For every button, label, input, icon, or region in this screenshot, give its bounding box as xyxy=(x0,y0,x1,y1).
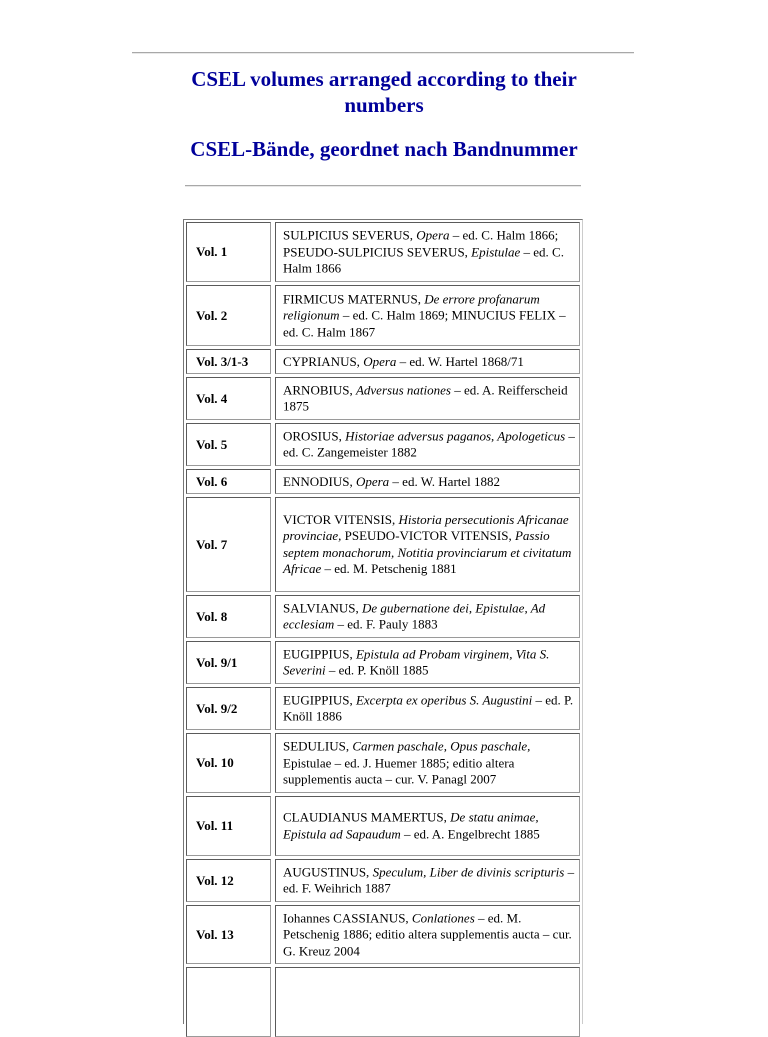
description-text: SALVIANUS, xyxy=(283,600,362,615)
volume-number: Vol. 9/1 xyxy=(196,654,238,670)
volume-contents-cell xyxy=(275,733,580,793)
work-title: Carmen paschale, Opus paschale, xyxy=(352,738,531,754)
volume-description xyxy=(283,382,576,415)
table-row xyxy=(186,349,580,374)
work-title: Historia persecutionis Africanae provinciae, xyxy=(283,511,569,543)
volume-contents-cell xyxy=(275,641,580,684)
volume-contents-cell xyxy=(275,497,580,592)
description-text: – ed. M. Petschenig 1886; editio altera supplementis aucta – cur. G. Kreuz 2004 xyxy=(283,909,572,958)
volume-number-cell xyxy=(186,733,271,793)
volume-number: Vol. 8 xyxy=(196,608,228,624)
description-text: Epistulae – ed. J. Huemer 1885; editio altera supplementis aucta – cur. V. Panagl 2007 xyxy=(283,754,515,787)
volume-number-cell xyxy=(186,423,271,466)
volume-number: Vol. 6 xyxy=(196,473,228,489)
middle-horizontal-rule xyxy=(185,185,581,187)
work-title: De statu animae, Epistula ad Sapaudum xyxy=(283,809,539,841)
volume-number: Vol. 13 xyxy=(196,926,234,942)
volume-contents-cell xyxy=(275,469,580,494)
description-text: – ed. C. Halm 1866; PSEUDO-SULPICIUS SEVERUS, xyxy=(283,227,559,259)
volume-contents-cell xyxy=(275,796,580,856)
work-title: Opera xyxy=(363,353,397,369)
top-horizontal-rule xyxy=(132,52,634,54)
volume-description xyxy=(283,864,576,897)
table-row xyxy=(186,377,580,420)
description-text: SULPICIUS SEVERUS, xyxy=(283,227,417,243)
table-row xyxy=(186,687,580,730)
work-title: Epistula ad Probam virginem, Vita S. Severini xyxy=(283,646,550,678)
table-row xyxy=(186,423,580,466)
volume-number: Vol. 12 xyxy=(196,872,234,888)
table-row xyxy=(186,733,580,793)
volume-description xyxy=(283,738,576,788)
volume-number: Vol. 9/2 xyxy=(196,700,238,716)
page-title-german: CSEL-Bände, geordnet nach Bandnummer xyxy=(190,137,578,161)
description-text: – ed. A. Reifferscheid 1875 xyxy=(283,382,568,414)
table-row xyxy=(186,222,580,282)
volume-description xyxy=(283,227,576,277)
table-row xyxy=(186,905,580,964)
description-text: AUGUSTINUS, xyxy=(283,864,373,879)
work-title: Opera xyxy=(355,473,390,489)
work-title: De errore profanarum religionum xyxy=(283,290,540,323)
description-text: – ed. M. Petschenig 1881 xyxy=(321,561,457,576)
volume-contents-cell xyxy=(275,222,580,282)
description-text: CYPRIANUS, xyxy=(283,353,364,369)
description-text: – ed. F. Pauly 1883 xyxy=(334,616,438,632)
description-text: VICTOR VITENSIS, xyxy=(283,511,399,527)
volume-number-cell xyxy=(186,222,271,282)
volume-description xyxy=(283,512,576,578)
work-title: Adversus nationes xyxy=(355,382,451,397)
volume-description xyxy=(283,428,576,461)
volume-description xyxy=(283,910,576,960)
description-text: PSEUDO-VICTOR VITENSIS, xyxy=(341,528,515,543)
volume-contents-cell xyxy=(275,285,580,346)
work-title: Conlationes xyxy=(411,909,475,925)
description-text: ENNODIUS, xyxy=(283,473,356,489)
description-text: – ed. C. Halm 1869; MINUCIUS FELIX – ed. C. Halm 1867 xyxy=(283,307,566,339)
description-text: OROSIUS, xyxy=(283,428,346,443)
description-text: – ed. W. Hartel 1882 xyxy=(389,473,501,489)
volume-contents-cell xyxy=(275,595,580,638)
volume-number: Vol. 11 xyxy=(196,818,234,833)
volume-number-cell xyxy=(186,285,271,346)
volume-number: Vol. 3/1-3 xyxy=(196,353,249,369)
work-title: Speculum, Liber de divinis scripturis xyxy=(372,864,565,879)
volume-contents-cell xyxy=(275,349,580,374)
table-row xyxy=(186,285,580,346)
work-title: Excerpta ex operibus S. Augustini xyxy=(355,692,533,707)
volume-contents-cell xyxy=(275,905,580,964)
volume-description xyxy=(283,291,576,341)
volume-number-cell xyxy=(186,967,271,1037)
table-row xyxy=(186,796,580,856)
description-text: EUGIPPIUS, xyxy=(283,692,356,707)
work-title: De gubernatione dei, Epistulae, Ad ecclesiam xyxy=(283,600,546,632)
volume-number: Vol. 5 xyxy=(196,436,228,452)
volume-description xyxy=(283,692,576,725)
volume-description xyxy=(283,600,576,633)
volume-contents-cell xyxy=(275,687,580,730)
description-text: ARNOBIUS, xyxy=(283,382,356,397)
table-row xyxy=(186,641,580,684)
volume-description xyxy=(283,646,576,679)
table-row xyxy=(186,469,580,494)
work-title: Epistulae xyxy=(471,243,521,259)
description-text: – ed. C. Halm 1866 xyxy=(283,243,564,276)
table-row xyxy=(186,497,580,592)
volume-number-cell xyxy=(186,687,271,730)
description-text: – ed. W. Hartel 1868/71 xyxy=(396,353,524,369)
volume-description xyxy=(283,353,576,370)
description-text: SEDULIUS, xyxy=(283,738,353,754)
description-text: EUGIPPIUS, xyxy=(283,646,356,661)
description-text: – ed. C. Zangemeister 1882 xyxy=(283,428,575,460)
volume-number: Vol. 10 xyxy=(196,755,234,770)
description-text: FIRMICUS MATERNUS, xyxy=(283,290,425,306)
description-text: – ed. F. Weihrich 1887 xyxy=(283,864,575,896)
work-title: Opera xyxy=(416,227,450,243)
description-text: CLAUDIANUS MAMERTUS, xyxy=(283,809,451,825)
description-text: – ed. P. Knöll 1885 xyxy=(325,662,429,678)
page-title-english: CSEL volumes arranged according to their numbers xyxy=(191,67,577,117)
table-row xyxy=(186,967,580,1037)
volume-number-cell xyxy=(186,349,271,374)
volume-number-cell xyxy=(186,641,271,684)
table-row xyxy=(186,595,580,638)
volume-number: Vol. 1 xyxy=(196,244,228,259)
work-title: Passio septem monachorum, Notitia provinciarum et civitatum Africae xyxy=(283,528,572,576)
table-row xyxy=(186,859,580,902)
description-text: – ed. P. Knöll 1886 xyxy=(283,692,574,724)
volume-contents-cell xyxy=(275,967,580,1037)
volume-number-cell xyxy=(186,796,271,856)
description-text: Iohannes CASSIANUS, xyxy=(283,909,412,925)
volume-contents-cell xyxy=(275,377,580,420)
volume-number-cell xyxy=(186,497,271,592)
volume-contents-cell xyxy=(275,423,580,466)
volume-number-cell xyxy=(186,595,271,638)
volume-description xyxy=(283,473,576,490)
volume-contents-cell xyxy=(275,859,580,902)
volume-number-cell xyxy=(186,469,271,494)
volume-description xyxy=(283,810,576,843)
description-text: – ed. A. Engelbrecht 1885 xyxy=(400,826,540,841)
volume-number: Vol. 2 xyxy=(196,307,228,323)
volume-number-cell xyxy=(186,905,271,964)
volume-number-cell xyxy=(186,859,271,902)
work-title: Historiae adversus paganos, Apologeticus xyxy=(345,428,566,443)
volume-number: Vol. 7 xyxy=(196,536,228,552)
volume-number-cell xyxy=(186,377,271,420)
volume-number: Vol. 4 xyxy=(196,390,228,406)
